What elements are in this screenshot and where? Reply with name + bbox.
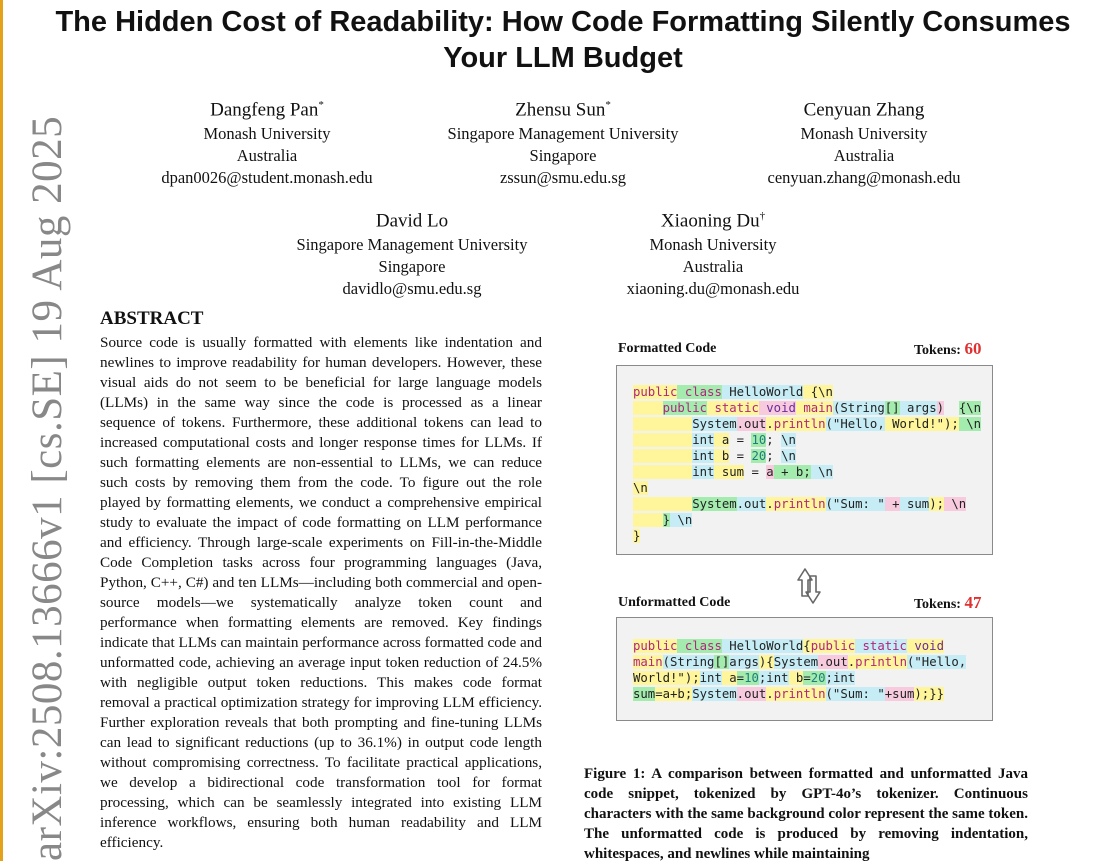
unformatted-token-count: [914, 593, 981, 613]
unformatted-code-box: [616, 617, 993, 721]
code-line: int b = 20; \n: [633, 448, 992, 464]
author-name: David Lo: [375, 210, 449, 232]
paper-title: The Hidden Cost of Readability: How Code Formatting Silently Consumes Your LLM Budget: [55, 6, 1071, 74]
author-country: Australia: [682, 257, 744, 277]
bidirectional-arrows-icon: [793, 566, 825, 606]
author-affiliation: Monash University: [649, 235, 777, 255]
formatted-code-box: [616, 365, 993, 555]
author-name: Zhensu Sun: [515, 99, 606, 121]
author-affiliation: Singapore Management University: [296, 235, 528, 255]
author-country: Australia: [833, 146, 895, 166]
code-line: }: [633, 529, 641, 543]
left-accent-bar: [0, 0, 3, 861]
author-block: [704, 92, 1024, 189]
abstract-text: Source code is usually formatted with elements like indentation and newlines to improve readability for human developers. However, these visual aids do not seem to be beneficial for large language models (LLMs) in the same way since the code is processed as a linear sequence of tokens. Furthermore, these additional tokens can lead to increased computational costs and longer response times for LLMs. If such formatting elements are non-essential to LLMs, we can reduce such costs by removing them from the code. To figure out the role played by formatting elements, we conduct a comprehensive empirical study to evaluate the impact of code formatting on LLM performance and efficiency. Through large-scale experiments on Fill-in-the-Middle Code Completion tasks across four programming languages (Java, Python, C++, C#) and ten LLMs—including both commercial and open-source models—we systematically analyze token count and performance when formatting elements are removed. Key findings indicate that LLMs can maintain performance across formatted code and unformatted code, achieving an average input token reduction of 24.5% with negligible output token reductions. This makes code format removal a practical optimization strategy for improving LLM efficiency. Further exploration reveals that both prompting and fine-tuning LLMs can lead to significant reductions (up to 36.1%) in output code length without compromising correctness. To facilitate practical applications, we develop a bidirectional code transformation tool for format processing, which can be seamlessly integrated into existing LLM inference workflows, ensuring both human readability and LLM efficiency.: [100, 334, 542, 851]
author-affiliation: Singapore Management University: [447, 124, 679, 144]
token-value: 60: [964, 339, 982, 358]
code-line: \n: [633, 481, 648, 495]
author-email[interactable]: davidlo@smu.edu.sg: [342, 279, 482, 299]
code-line: public static void main(String[] args) {\n: [633, 400, 992, 416]
author-mark: *: [605, 99, 611, 111]
token-label: Tokens:: [914, 343, 961, 358]
author-email[interactable]: zssun@smu.edu.sg: [499, 168, 627, 188]
author-name: Xiaoning Du: [660, 210, 760, 232]
author-email[interactable]: xiaoning.du@monash.edu: [626, 279, 800, 299]
author-block: [403, 92, 723, 189]
token-value: 47: [964, 593, 982, 612]
author-email[interactable]: dpan0026@student.monash.edu: [161, 168, 373, 188]
author-country: Singapore: [529, 146, 597, 166]
author-country: Australia: [236, 146, 298, 166]
code-line: sum=a+b;System.out.println("Sum: "+sum);}}: [633, 687, 945, 701]
formatted-code-label: Formatted Code: [618, 341, 717, 356]
author-block: [252, 203, 572, 300]
author-block: [553, 203, 873, 300]
code-line: World!");int a=10;int b=20;int: [633, 671, 856, 685]
code-line: public class HelloWorld {\n: [633, 385, 833, 399]
code-line: int a = 10; \n: [633, 432, 992, 448]
token-label: Tokens:: [914, 597, 961, 612]
unformatted-code-label: Unformatted Code: [618, 595, 731, 610]
author-mark: *: [318, 99, 324, 111]
code-line: int sum = a + b; \n: [633, 464, 992, 480]
abstract-heading: ABSTRACT: [100, 308, 204, 329]
code-line: } \n: [633, 512, 992, 528]
author-name: Cenyuan Zhang: [803, 99, 925, 121]
author-mark: †: [759, 210, 766, 222]
author-affiliation: Monash University: [800, 124, 928, 144]
author-block: [107, 92, 427, 189]
code-line: System.out.println("Sum: " + sum); \n: [633, 496, 992, 512]
code-line: System.out.println("Hello, World!"); \n: [633, 416, 992, 432]
formatted-token-count: [914, 339, 981, 359]
code-line: public class HelloWorld{public static void: [633, 639, 944, 653]
figure-caption: Figure 1: A comparison between formatted and unformatted Java code snippet, tokenized by GPT-4o’s tokenizer. Continuous characters with the same background color represent the same token. The unformatted code is produced by removing indentation, whitespaces, and newlines while maintaining: [584, 766, 1028, 862]
code-line: main(String[]args){System.out.println("Hello,: [633, 655, 967, 669]
author-country: Singapore: [378, 257, 446, 277]
author-affiliation: Monash University: [203, 124, 331, 144]
author-email[interactable]: cenyuan.zhang@monash.edu: [767, 168, 961, 188]
arxiv-identifier[interactable]: arXiv:2508.13666v1 [cs.SE] 19 Aug 2025: [24, 115, 71, 861]
author-name: Dangfeng Pan: [210, 99, 319, 121]
